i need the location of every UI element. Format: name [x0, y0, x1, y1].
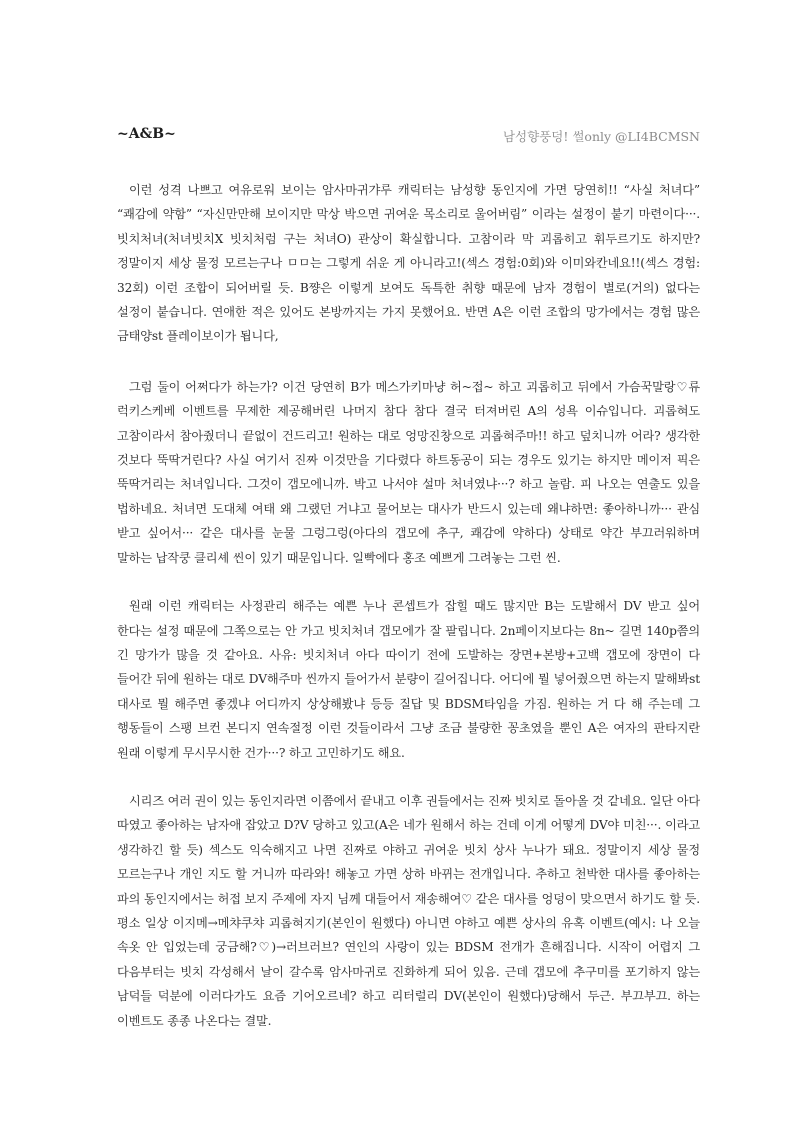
page-header [117, 126, 700, 148]
paragraph-4: 시리즈 여러 권이 있는 동인지라면 이쯤에서 끝내고 이후 권들에서는 진짜 빗치로 돌아올 것 같네요. 일단 아다 따였고 좋아하는 남자애 잡았고 D?V 당하고 있고(A은 네가 원해서 하는 건데 이게 어떻게 DV야 미친···. 이라고 생각하긴 할 듯) 섹스도 익숙해지고 나면 진짜로 야하고 귀여운 빗치 상사 누나가 돼요. 정말이지 세상 물정 모르는구나 개인 지도 할 거니까 따라와! 해놓고 가면 상하 바뀌는 전개입니다. 추하고 천박한 대사를 좋아하는 파의 동인지에서는 허접 보지 주제에 자지 님께 대들어서 재송해여♡ 같은 대사를 엉덩이 맞으면서 하기도 할 듯. 평소 일상 이지메→메챠쿠챠 괴롭혀지기(본인이 원했다) 아니면 야하고 예쁜 상사의 유혹 이벤트(예시: 나 오늘 속옷 안 입었는데 궁금해?♡)→러브러브? 연인의 사랑이 있는 BDSM 전개가 흔해집니다. 시작이 어렵지 그 다음부터는 빗치 각성해서 날이 갈수록 암사마귀로 진화하게 되어 있음. 근데 갭모에 추구미를 포기하지 않는 남덕들 덕분에 이러다가도 요즘 기어오르네? 하고 리터럴리 DV(본인이 원했다)당해서 두근. 부끄부끄. 하는 이벤트도 종종 나온다는 결말. [117, 793, 701, 1028]
document-body [117, 178, 700, 1033]
paragraph-2: 그럼 둘이 어쩌다가 하는가? 이건 당연히 B가 메스가키마냥 허~접~ 하고 괴롭히고 뒤에서 가슴꾹말랑♡류 럭키스케베 이벤트를 무제한 제공해버린 나머지 참다 참다 결국 터져버린 A의 성욕 이슈입니다. 괴롭혀도 고참이라서 참아줬더니 끝없이 건드리고! 원하는 대로 엉망진창으로 괴롭혀주마!! 하고 덮치니까 어라? 생각한 것보다 뚝딱거린다? 사실 여기서 진짜 이것만을 기다렸다 하트동공이 되는 경우도 있기는 하지만 메이저 픽은 뚝딱거리는 처녀입니다. 그것이 갭모에니까. 박고 나서야 설마 처녀였냐···? 하고 놀람. 피 나오는 연출도 있을 법하네요. 처녀면 도대체 여태 왜 그랬던 거냐고 물어보는 대사가 반드시 있는데 왜냐하면: 좋아하니까··· 관심 받고 싶어서··· 같은 대사를 눈물 그렁그렁(아다의 갭모에 추구, 쾌감에 약하다) 상태로 약간 부끄러워하며 말하는 납작쿵 클리셰 씬이 있기 때문입니다. 일빡에다 홍조 예쁘게 그려놓는 그런 씬. [117, 379, 700, 565]
document-title: ~A&B~ [117, 126, 176, 142]
paragraph-1: 이런 성격 나쁘고 여유로워 보이는 암사마귀갸루 캐릭터는 남성향 동인지에 가면 당연히!! “사실 처녀다” “쾌감에 약함” “자신만만해 보이지만 막상 박으면 귀여운 목소리로 울어버림” 이라는 설정이 붙기 마련이다···. 빗치처녀(처녀빗치X 빗치처럼 구는 처녀O) 관상이 확실합니다. 고참이라 막 괴롭히고 휘두르기도 하지만? 정말이지 세상 물정 모르는구나 ㅁㅁ는 그렇게 쉬운 게 아니라고!(섹스 경험:0회)와 이미와칸네요!!(섹스 경험: 32회) 이런 조합이 되어버릴 듯. B쨩은 이렇게 보여도 독특한 취향 때문에 남자 경험이 별로(거의) 없다는 설정이 붙습니다. 연애한 적은 있어도 본방까지는 가지 못했어요. 반면 A은 이런 조합의 망가에서는 경험 많은 금태양st 플레이보이가 됩니다, [117, 183, 700, 344]
author-credit: 남성향풍덩! 썰only @LI4BCMSN [502, 129, 700, 144]
paragraph-3: 원래 이런 캐릭터는 사정관리 해주는 예쁜 누나 콘셉트가 잡힐 때도 많지만 B는 도발해서 DV 받고 싶어 한다는 설정 때문에 그쪽으로는 안 가고 빗치처녀 갭모에가 잘 팔립니다. 2n페이지보다는 8n~ 길면 140p쯤의 긴 망가가 많을 것 같아요. 사유: 빗치처녀 아다 따이기 전에 도발하는 장면+본방+고백 갭모에 장면이 다 들어간 뒤에 원하는 대로 DV해주마 씬까지 들어가서 분량이 길어집니다. 어디에 뭘 넣어줬으면 하는지 말해봐st 대사로 뭘 해주면 좋겠냐 어디까지 상상해봤냐 등등 질답 및 BDSM타임을 가짐. 원하는 거 다 해 주는데 그 행동들이 스팽 브컨 본디지 연속절정 이런 것들이라서 그냥 조금 불량한 꽁초였을 뿐인 A은 여자의 판타지란 원래 이렇게 무시무시한 건가···? 하고 고민하기도 해요. [117, 599, 700, 760]
